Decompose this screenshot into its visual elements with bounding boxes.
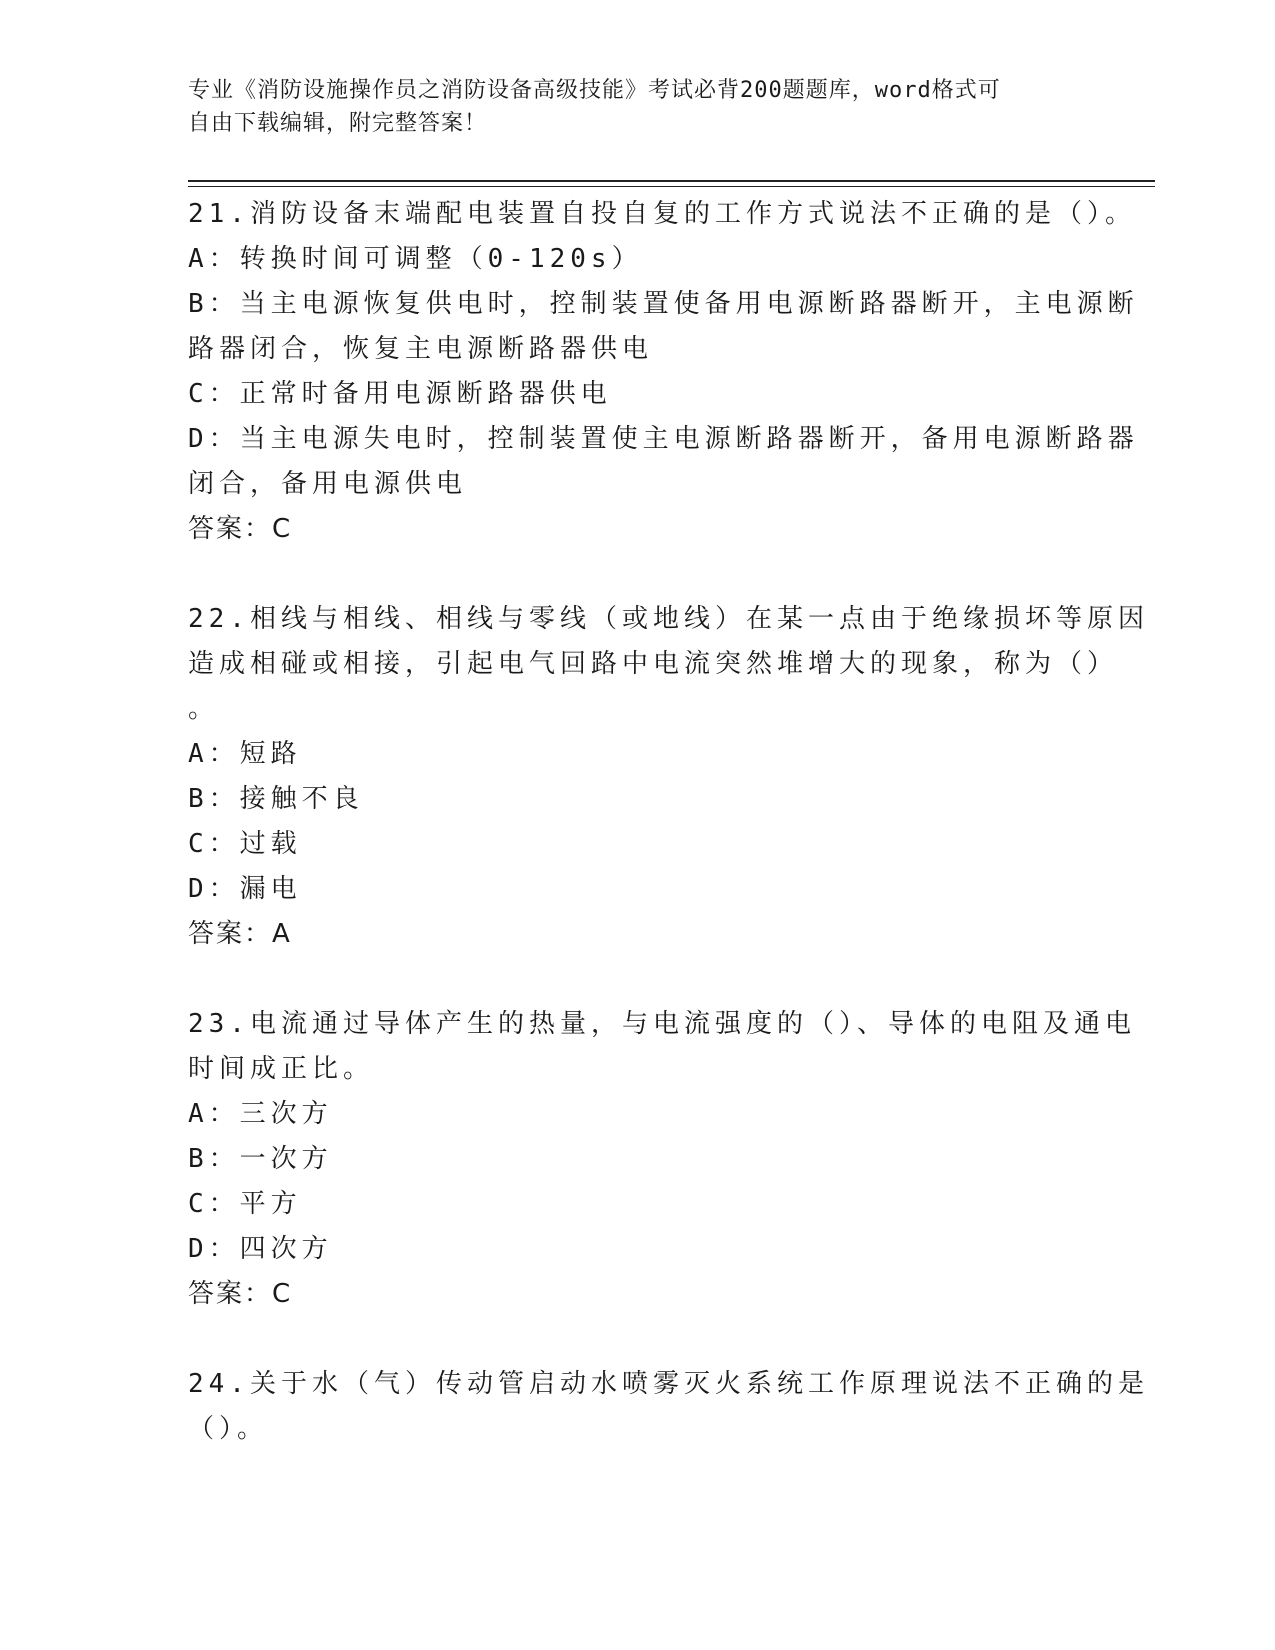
option-line: D：漏电 [188,874,302,904]
option-line: 路器闭合，恢复主电源断路器供电 [188,334,654,364]
question-stem-line: 24.关于水（气）传动管启动水喷雾灭火系统工作原理说法不正确的是 [188,1369,1149,1399]
question-block [188,1002,1136,1317]
question-stem-line: 22.相线与相线、相线与零线（或地线）在某一点由于绝缘损坏等原因 [188,604,1149,634]
header-divider-thin [188,186,1155,187]
header-line-2: 自由下载编辑，附完整答案！ [188,111,488,136]
option-line: B：一次方 [188,1144,333,1174]
option-line: C：过载 [188,829,302,859]
option-line: D：四次方 [188,1234,333,1264]
question-block [188,192,1139,552]
answer-line: 答案：C [188,1279,293,1309]
option-line: B：接触不良 [188,784,364,814]
question-block [188,597,1149,957]
option-line: C：平方 [188,1189,302,1219]
option-line: B：当主电源恢复供电时，控制装置使备用电源断路器断开，主电源断 [188,289,1139,319]
answer-line: 答案：A [188,919,292,949]
question-list [188,192,1149,1452]
option-line: D：当主电源失电时，控制装置使主电源断路器断开，备用电源断路器 [188,424,1139,454]
question-block [188,1362,1149,1452]
option-line: A：三次方 [188,1099,333,1129]
option-line: 闭合，备用电源供电 [188,469,468,499]
question-stem-line: 造成相碰或相接，引起电气回路中电流突然堆增大的现象，称为（） [188,649,1119,679]
question-stem-line: 23.电流通过导体产生的热量，与电流强度的（）、导体的电阻及通电 [188,1009,1136,1039]
question-spacer [188,957,1068,1002]
question-stem-line: 。 [188,694,220,724]
header-line-1: 专业《消防设施操作员之消防设备高级技能》考试必背200题题库，word格式可 [188,78,1001,103]
question-stem-line: （）。 [188,1414,269,1444]
option-line: A：短路 [188,739,302,769]
header-divider-thick [188,180,1155,182]
document-header [188,74,1068,140]
question-stem-line: 21.消防设备末端配电装置自投自复的工作方式说法不正确的是（）。 [188,199,1136,229]
question-spacer [188,1317,1068,1362]
question-stem-line: 时间成正比。 [188,1054,375,1084]
answer-line: 答案：C [188,514,293,544]
option-line: A：转换时间可调整（0-120s） [188,244,643,274]
question-spacer [188,552,1068,597]
option-line: C：正常时备用电源断路器供电 [188,379,612,409]
